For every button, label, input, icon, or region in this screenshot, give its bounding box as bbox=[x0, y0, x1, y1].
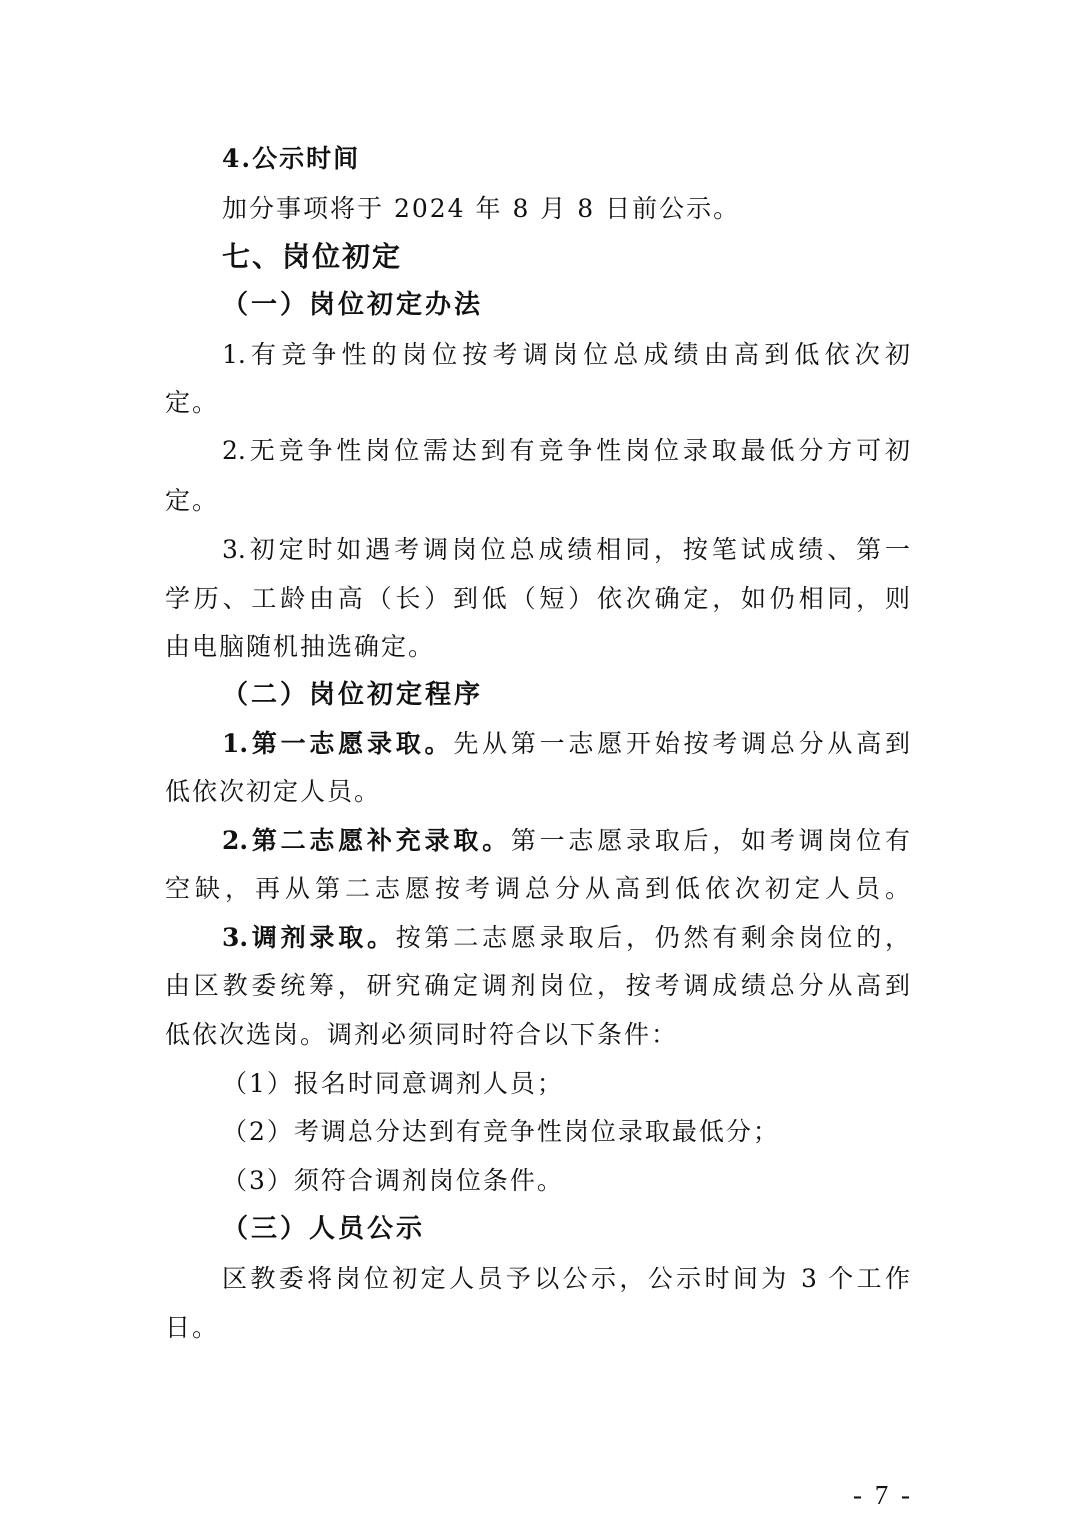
method-1-line-2: 定。 bbox=[165, 388, 220, 417]
condition-2: （2）考调总分达到有竞争性岗位录取最低分； bbox=[222, 1117, 780, 1146]
condition-3: （3）须符合调剂岗位条件。 bbox=[222, 1166, 564, 1195]
publicity-line-2: 日。 bbox=[165, 1313, 220, 1342]
procedure-2-label: 2.第二志愿补充录取。 bbox=[222, 826, 511, 855]
procedure-2-text: 第一志愿录取后，如考调岗位有 bbox=[510, 826, 910, 855]
procedure-3-label: 3.调剂录取。 bbox=[222, 923, 396, 952]
procedure-3-line-2: 由区教委统筹，研究确定调剂岗位，按考调成绩总分从高到 bbox=[165, 971, 910, 1000]
procedure-2-line-2: 空缺，再从第二志愿按考调总分从高到低依次初定人员。 bbox=[165, 874, 910, 903]
procedure-3-text: 按第二志愿录取后，仍然有剩余岗位的， bbox=[395, 923, 910, 952]
condition-1: （1）报名时同意调剂人员； bbox=[222, 1069, 564, 1098]
procedure-2-line-1 bbox=[222, 824, 910, 858]
procedure-1-text: 先从第一志愿开始按考调总分从高到 bbox=[453, 729, 910, 758]
section-4-text: 加分事项将于 2024 年 8 月 8 日前公示。 bbox=[222, 194, 741, 223]
procedure-3-line-3: 低依次选岗。调剂必须同时符合以下条件： bbox=[165, 1020, 679, 1049]
procedure-1-line-1 bbox=[222, 727, 910, 761]
procedure-1-line-2: 低依次初定人员。 bbox=[165, 777, 382, 806]
method-2-line-2: 定。 bbox=[165, 486, 220, 515]
procedure-1-label: 1.第一志愿录取。 bbox=[222, 729, 454, 758]
method-1-line-1: 1.有竞争性的岗位按考调岗位总成绩由高到低依次初 bbox=[222, 340, 910, 369]
section-4-heading: 4.公示时间 bbox=[222, 144, 361, 173]
method-3-line-2: 学历、工龄由高（长）到低（短）依次确定，如仍相同，则 bbox=[165, 584, 910, 613]
subsection-2-title: （二）岗位初定程序 bbox=[222, 680, 484, 710]
subsection-3-title: （三）人员公示 bbox=[222, 1214, 426, 1244]
section-7-title: 七、岗位初定 bbox=[222, 240, 403, 273]
page-number: - 7 - bbox=[853, 1480, 913, 1510]
method-3-line-3: 由电脑随机抽选确定。 bbox=[165, 632, 436, 661]
procedure-3-line-1 bbox=[222, 921, 910, 955]
subsection-1-title: （一）岗位初定办法 bbox=[222, 290, 484, 320]
method-2-line-1: 2.无竞争性岗位需达到有竞争性岗位录取最低分方可初 bbox=[222, 436, 910, 465]
method-3-line-1: 3.初定时如遇考调岗位总成绩相同，按笔试成绩、第一 bbox=[222, 535, 910, 564]
publicity-line-1: 区教委将岗位初定人员予以公示，公示时间为 3 个工作 bbox=[222, 1264, 910, 1293]
